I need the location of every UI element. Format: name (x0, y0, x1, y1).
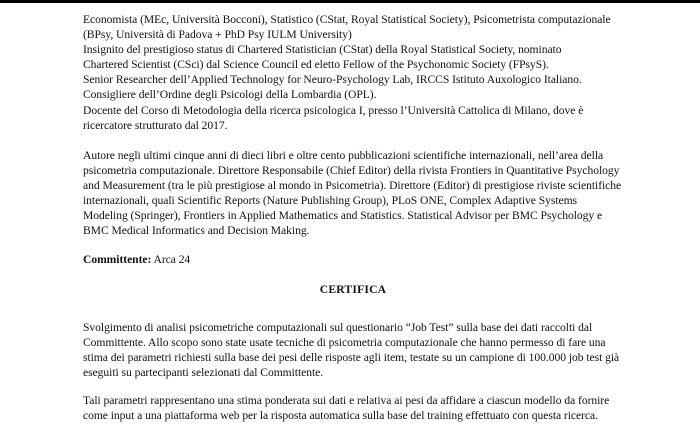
credential-line: (BPsy, Università di Padova + PhD Psy IULM University) (83, 28, 352, 42)
body-paragraph-1: Svolgimento di analisi psicometriche computazionali sul questionario “Job Test” sulla base dei dati raccolti dal Committente. Allo scopo sono state usate tecniche di psicometria computazionale che hanno permesso di fare una stima dei parametri richiesti sulla base dei pesi delle risposte agli item, testate su un campione di 100.000 job test già eseguiti su partecipanti selezionati dal Committente. (83, 320, 620, 379)
credential-line: Chartered Scientist (CSci) dal Science Council ed eletto Fellow of the Psychonomic Society (FPsyS). (83, 58, 549, 72)
credentials-block (83, 12, 623, 133)
top-border-line (0, 0, 700, 3)
client-line (83, 252, 623, 267)
credential-line: Senior Researcher dell’Applied Technology for Neuro-Psychology Lab, IRCCS Istituto Auxologico Italiano. (83, 73, 582, 87)
bio-paragraph: Autore negli ultimi cinque anni di dieci libri e oltre cento pubblicazioni scientifiche internazionali, nell’area della psicometria computazionale. Direttore Responsabile (Chief Editor) della rivista Frontiers in Quantitative Psychology and Measurement (tra le più prestigiose al mondo in Psicometria). Direttore (Editor) di prestigiose riviste scientifiche internazionali, quali Scientific Reports (Nature Publishing Group), PLoS ONE, Complex Adaptive Systems Modeling (Springer), Frontiers in Applied Mathematics and Statistics. Statistical Advisor per BMC Psychology e BMC Medical Informatics and Decision Making. (83, 148, 622, 238)
credential-line: Insignito del prestigioso status di Chartered Statistician (CStat) della Royal Statistical Society, nominato (83, 43, 562, 57)
credential-line: Consigliere dell’Ordine degli Psicologi della Lombardia (OPL). (83, 88, 377, 102)
client-value: Arca 24 (153, 253, 191, 267)
certifica-heading: CERTIFICA (319, 283, 387, 297)
credential-line: Docente del Corso di Metodologia della ricerca psicologica I, presso l’Università Cattolica di Milano, dove è (83, 103, 584, 117)
client-label: Committente: (83, 253, 152, 267)
credential-line: ricercatore strutturato dal 2017. (83, 118, 228, 132)
body-paragraph-2: Tali parametri rappresentano una stima ponderata sui dati e relativa ai pesi da affidare a ciascun modello da fornire come input a una piattaforma web per la risposta automatica sulla base del training effettuato con questa ricerca. (83, 393, 610, 422)
credential-line: Economista (MEc, Università Bocconi), Statistico (CStat, Royal Statistical Society), Psicometrista computazionale (83, 13, 611, 26)
document-page (83, 12, 623, 423)
